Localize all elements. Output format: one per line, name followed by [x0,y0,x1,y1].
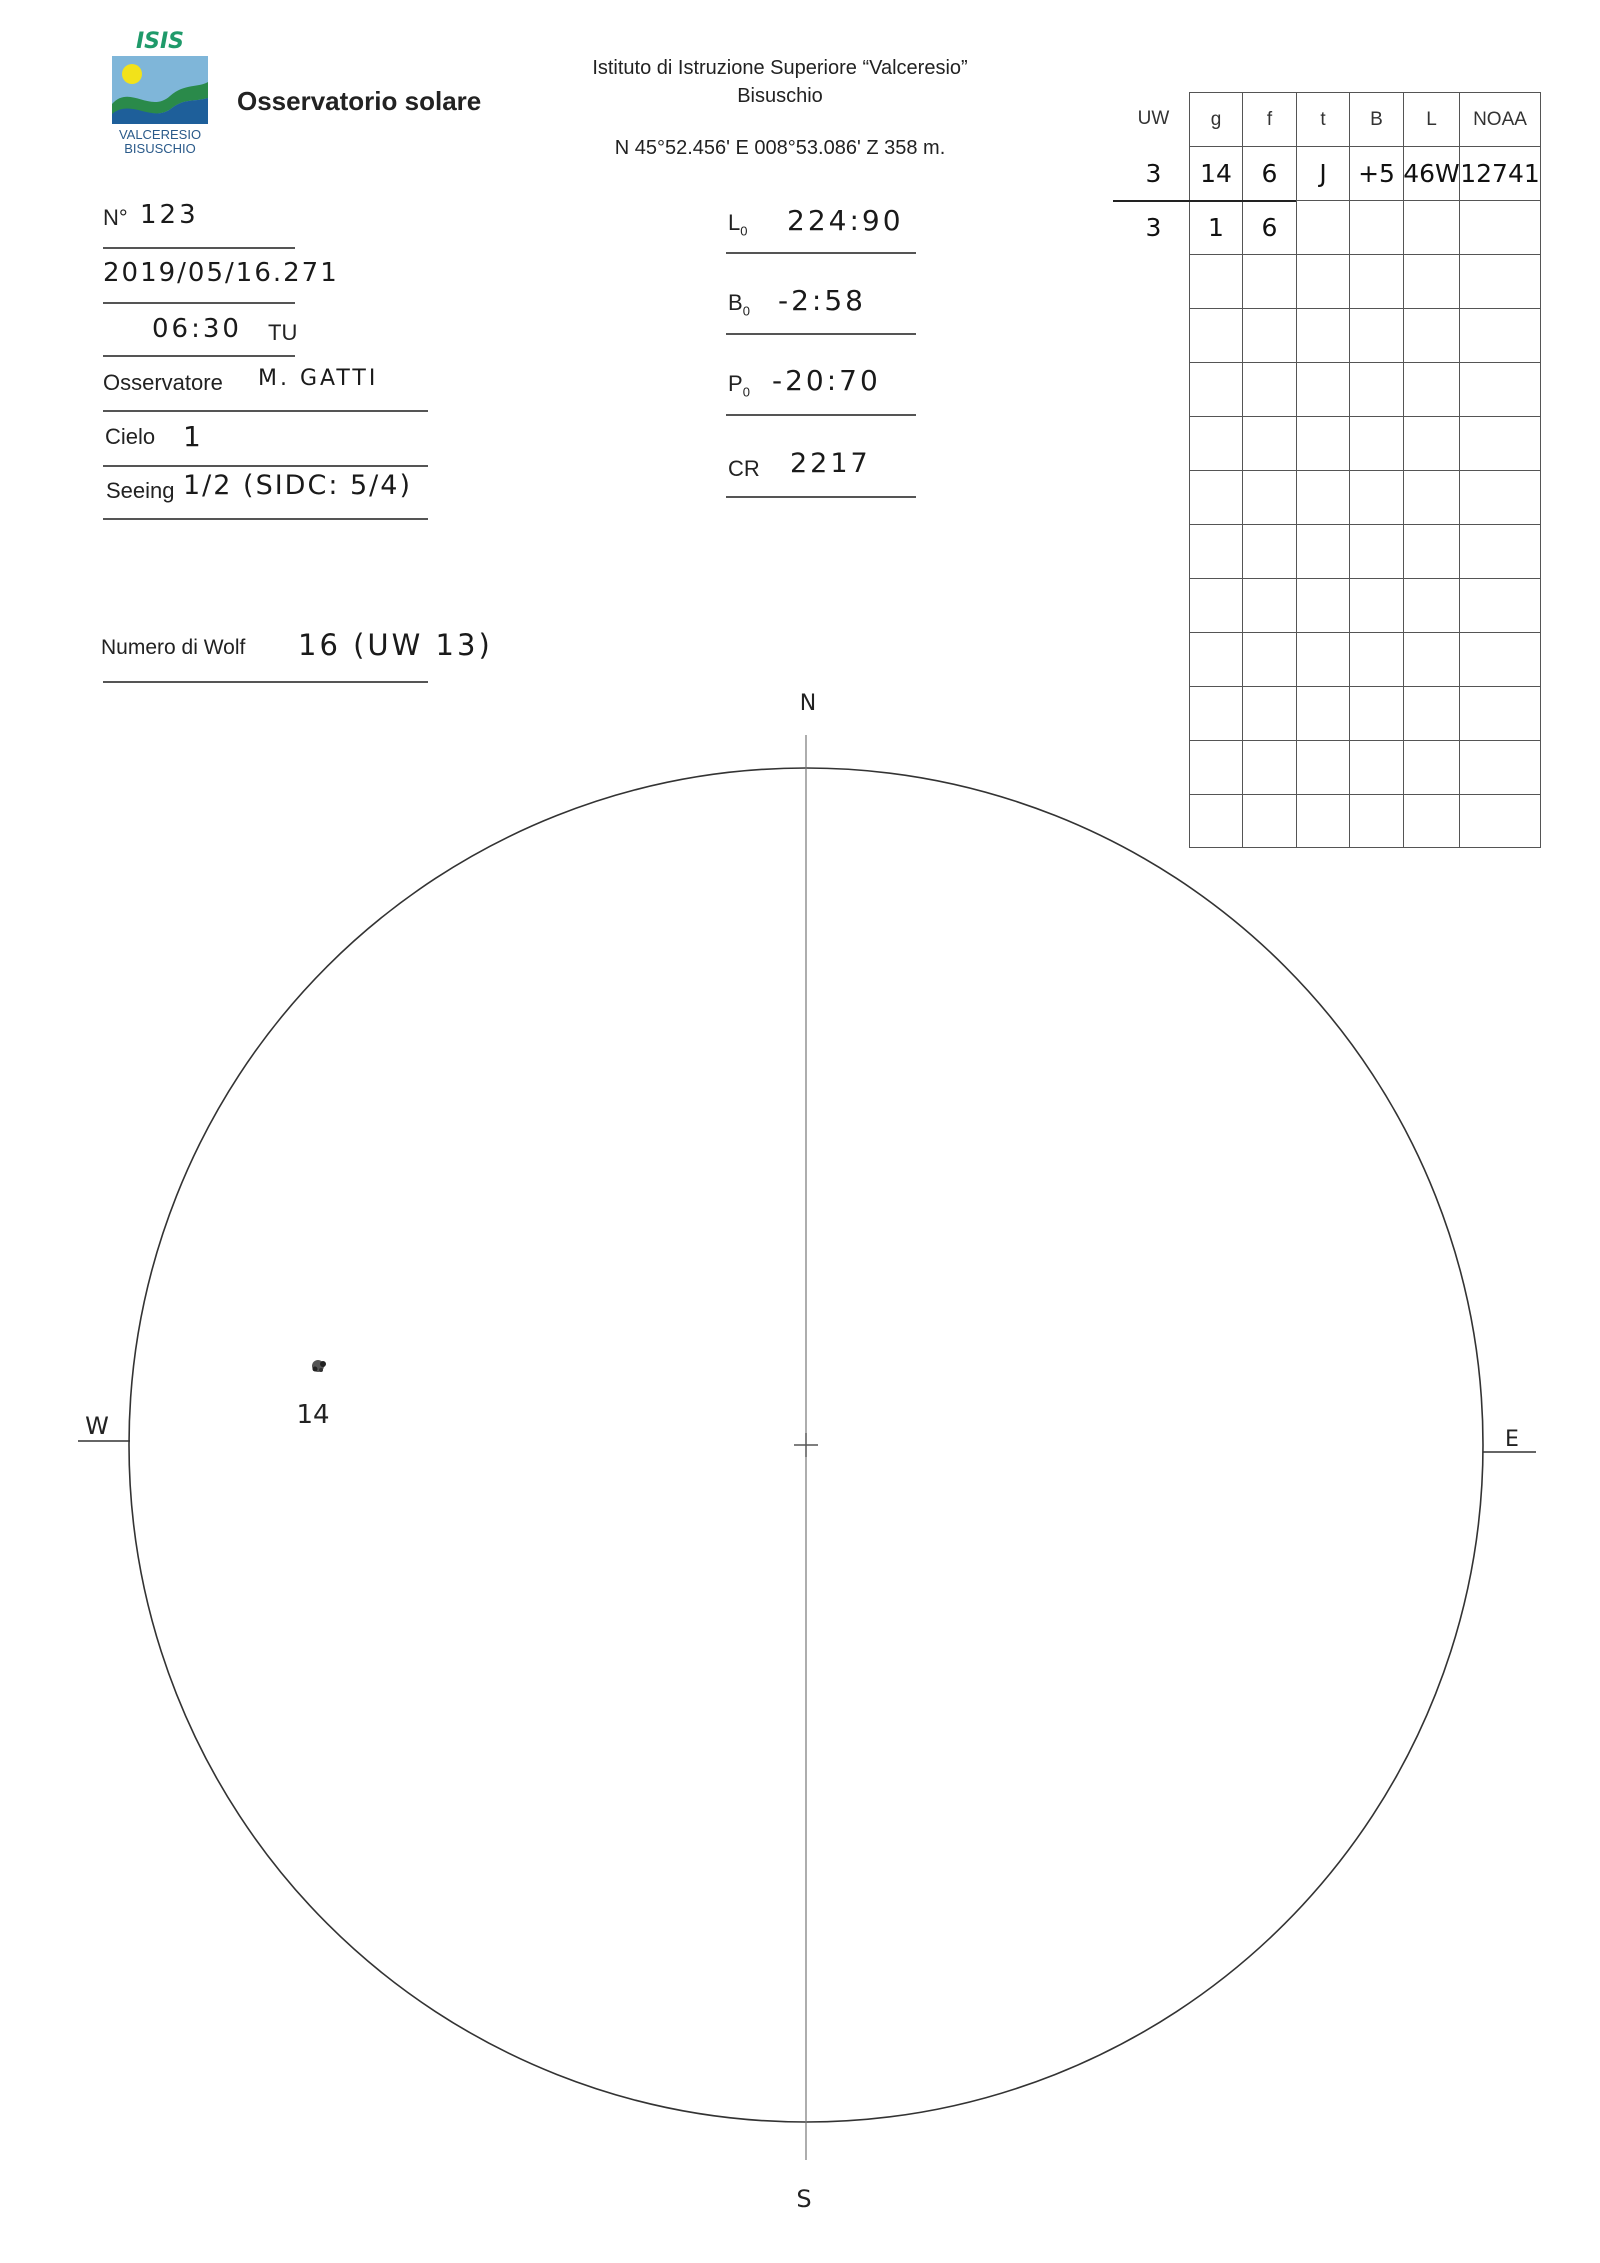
time-value: 06:30 [152,314,242,344]
table-cell: 3 [1145,212,1162,242]
institute-city: Bisuschio [737,85,823,107]
table-cell: 46W [1403,146,1459,200]
table-cell: 6 [1242,146,1296,200]
l0-letter: L [728,210,741,235]
b0-value: -2:58 [778,284,866,317]
logo-subtitle-line: VALCERESIO [118,127,202,142]
north-label: N [799,691,817,716]
seeing-value: 1/2 (SIDC: 5/4) [183,470,412,501]
date-value: 2019/05/16.271 [103,258,339,288]
institute-line: Istituto di Istruzione Superiore “Valceresio” [592,57,968,79]
sky-value: 1 [183,420,204,453]
table-header-cell: t [1296,92,1349,146]
table-cell: 12741 [1459,146,1541,200]
table-cell: 3 [1145,158,1162,188]
seeing-label: Seeing [106,478,175,503]
west-label: W [85,1412,109,1440]
table-header-cell: g [1189,92,1242,146]
b0-letter: B [728,290,743,315]
l0-subscript: 0 [740,223,748,239]
wolf-number-label: Numero di Wolf [101,636,246,659]
table-header-cell: L [1403,92,1459,146]
table-header-cell: NOAA [1459,92,1541,146]
time-unit: TU [268,320,298,345]
table-cell: 14 [1189,146,1242,200]
p0-subscript: 0 [742,384,750,400]
logo-wordmark: ISIS [135,29,185,54]
p0-value: -20:70 [772,364,881,397]
l0-value: 224:90 [787,204,904,237]
sunspot-group-label: 14 [296,1400,330,1430]
observer-value: M. GATTI [258,366,379,391]
table-cell: J [1296,146,1349,200]
table-cell: 1 [1189,200,1242,254]
b0-subscript: 0 [742,303,750,319]
table-header-cell: B [1349,92,1403,146]
observatory-coordinates: N 45°52.456' E 008°53.086' Z 358 m. [614,137,946,159]
sky-label: Cielo [105,424,156,449]
table-header-cell: UW [1137,108,1170,129]
observer-label: Osservatore [103,370,223,395]
number-label: N° [103,205,128,230]
sunspot-group-14 [312,1360,326,1372]
cr-value: 2217 [790,448,871,479]
table-cell: +5 [1349,146,1403,200]
number-value: 123 [140,200,199,230]
cr-label: CR [728,456,760,481]
table-cell: 6 [1242,200,1296,254]
p0-letter: P [728,371,743,396]
table-header-cell: f [1242,92,1296,146]
south-label: S [796,2185,812,2213]
observatory-title: Osservatorio solare [237,86,482,116]
logo-subtitle-line: BISUSCHIO [124,141,196,156]
wolf-number-value: 16 (UW 13) [298,628,493,662]
east-label: E [1505,1427,1519,1452]
